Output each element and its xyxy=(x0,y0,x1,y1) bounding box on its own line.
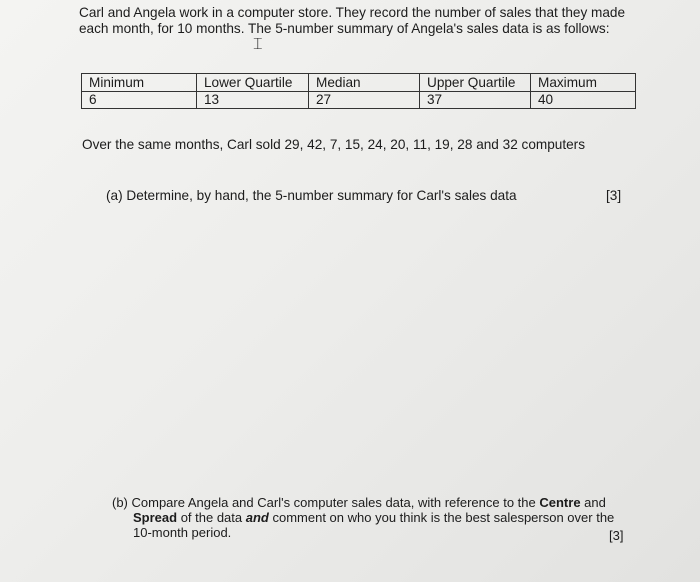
question-intro xyxy=(79,5,679,37)
part-b-question xyxy=(112,495,622,540)
part-b-prefix: (b) Compare Angela and Carl's computer sales data, with reference to the xyxy=(112,495,540,510)
header-median: Median xyxy=(309,74,420,92)
value-maximum: 40 xyxy=(531,92,636,109)
table-value-row xyxy=(82,92,636,109)
part-b-spread: Spread xyxy=(133,510,178,525)
header-minimum: Minimum xyxy=(82,74,197,92)
header-maximum: Maximum xyxy=(531,74,636,92)
value-minimum: 6 xyxy=(82,92,197,109)
part-a-question: (a) Determine, by hand, the 5-number summary for Carl's sales data xyxy=(106,188,517,203)
part-b-line-2 xyxy=(112,510,622,525)
header-lower-quartile: Lower Quartile xyxy=(197,74,309,92)
table-header-row xyxy=(82,74,636,92)
part-b-centre: Centre xyxy=(539,495,581,510)
part-b-suffix: comment on who you think is the best salesperson over the xyxy=(268,510,615,525)
intro-line-2: each month, for 10 months. The 5-number summary of Angela's sales data is as follows: xyxy=(79,21,610,36)
value-upper-quartile: 37 xyxy=(420,92,531,109)
part-b-marks: [3] xyxy=(609,528,624,543)
text-cursor-icon: ⌶ xyxy=(253,34,263,53)
part-a-marks: [3] xyxy=(606,188,622,203)
part-b-line-3: 10-month period. xyxy=(133,525,232,540)
part-b-and-emphasis: and xyxy=(245,510,269,525)
angela-summary-table xyxy=(81,73,636,109)
carl-sales-statement: Over the same months, Carl sold 29, 42, 7, 15, 24, 20, 11, 19, 28 and 32 computers xyxy=(82,137,586,152)
part-b-middle: of the data xyxy=(177,510,246,525)
value-lower-quartile: 13 xyxy=(197,92,309,109)
header-upper-quartile: Upper Quartile xyxy=(420,74,531,92)
part-b-and: and xyxy=(580,495,606,510)
value-median: 27 xyxy=(309,92,420,109)
intro-line-1: Carl and Angela work in a computer store. They record the number of sales that they made xyxy=(79,5,626,20)
